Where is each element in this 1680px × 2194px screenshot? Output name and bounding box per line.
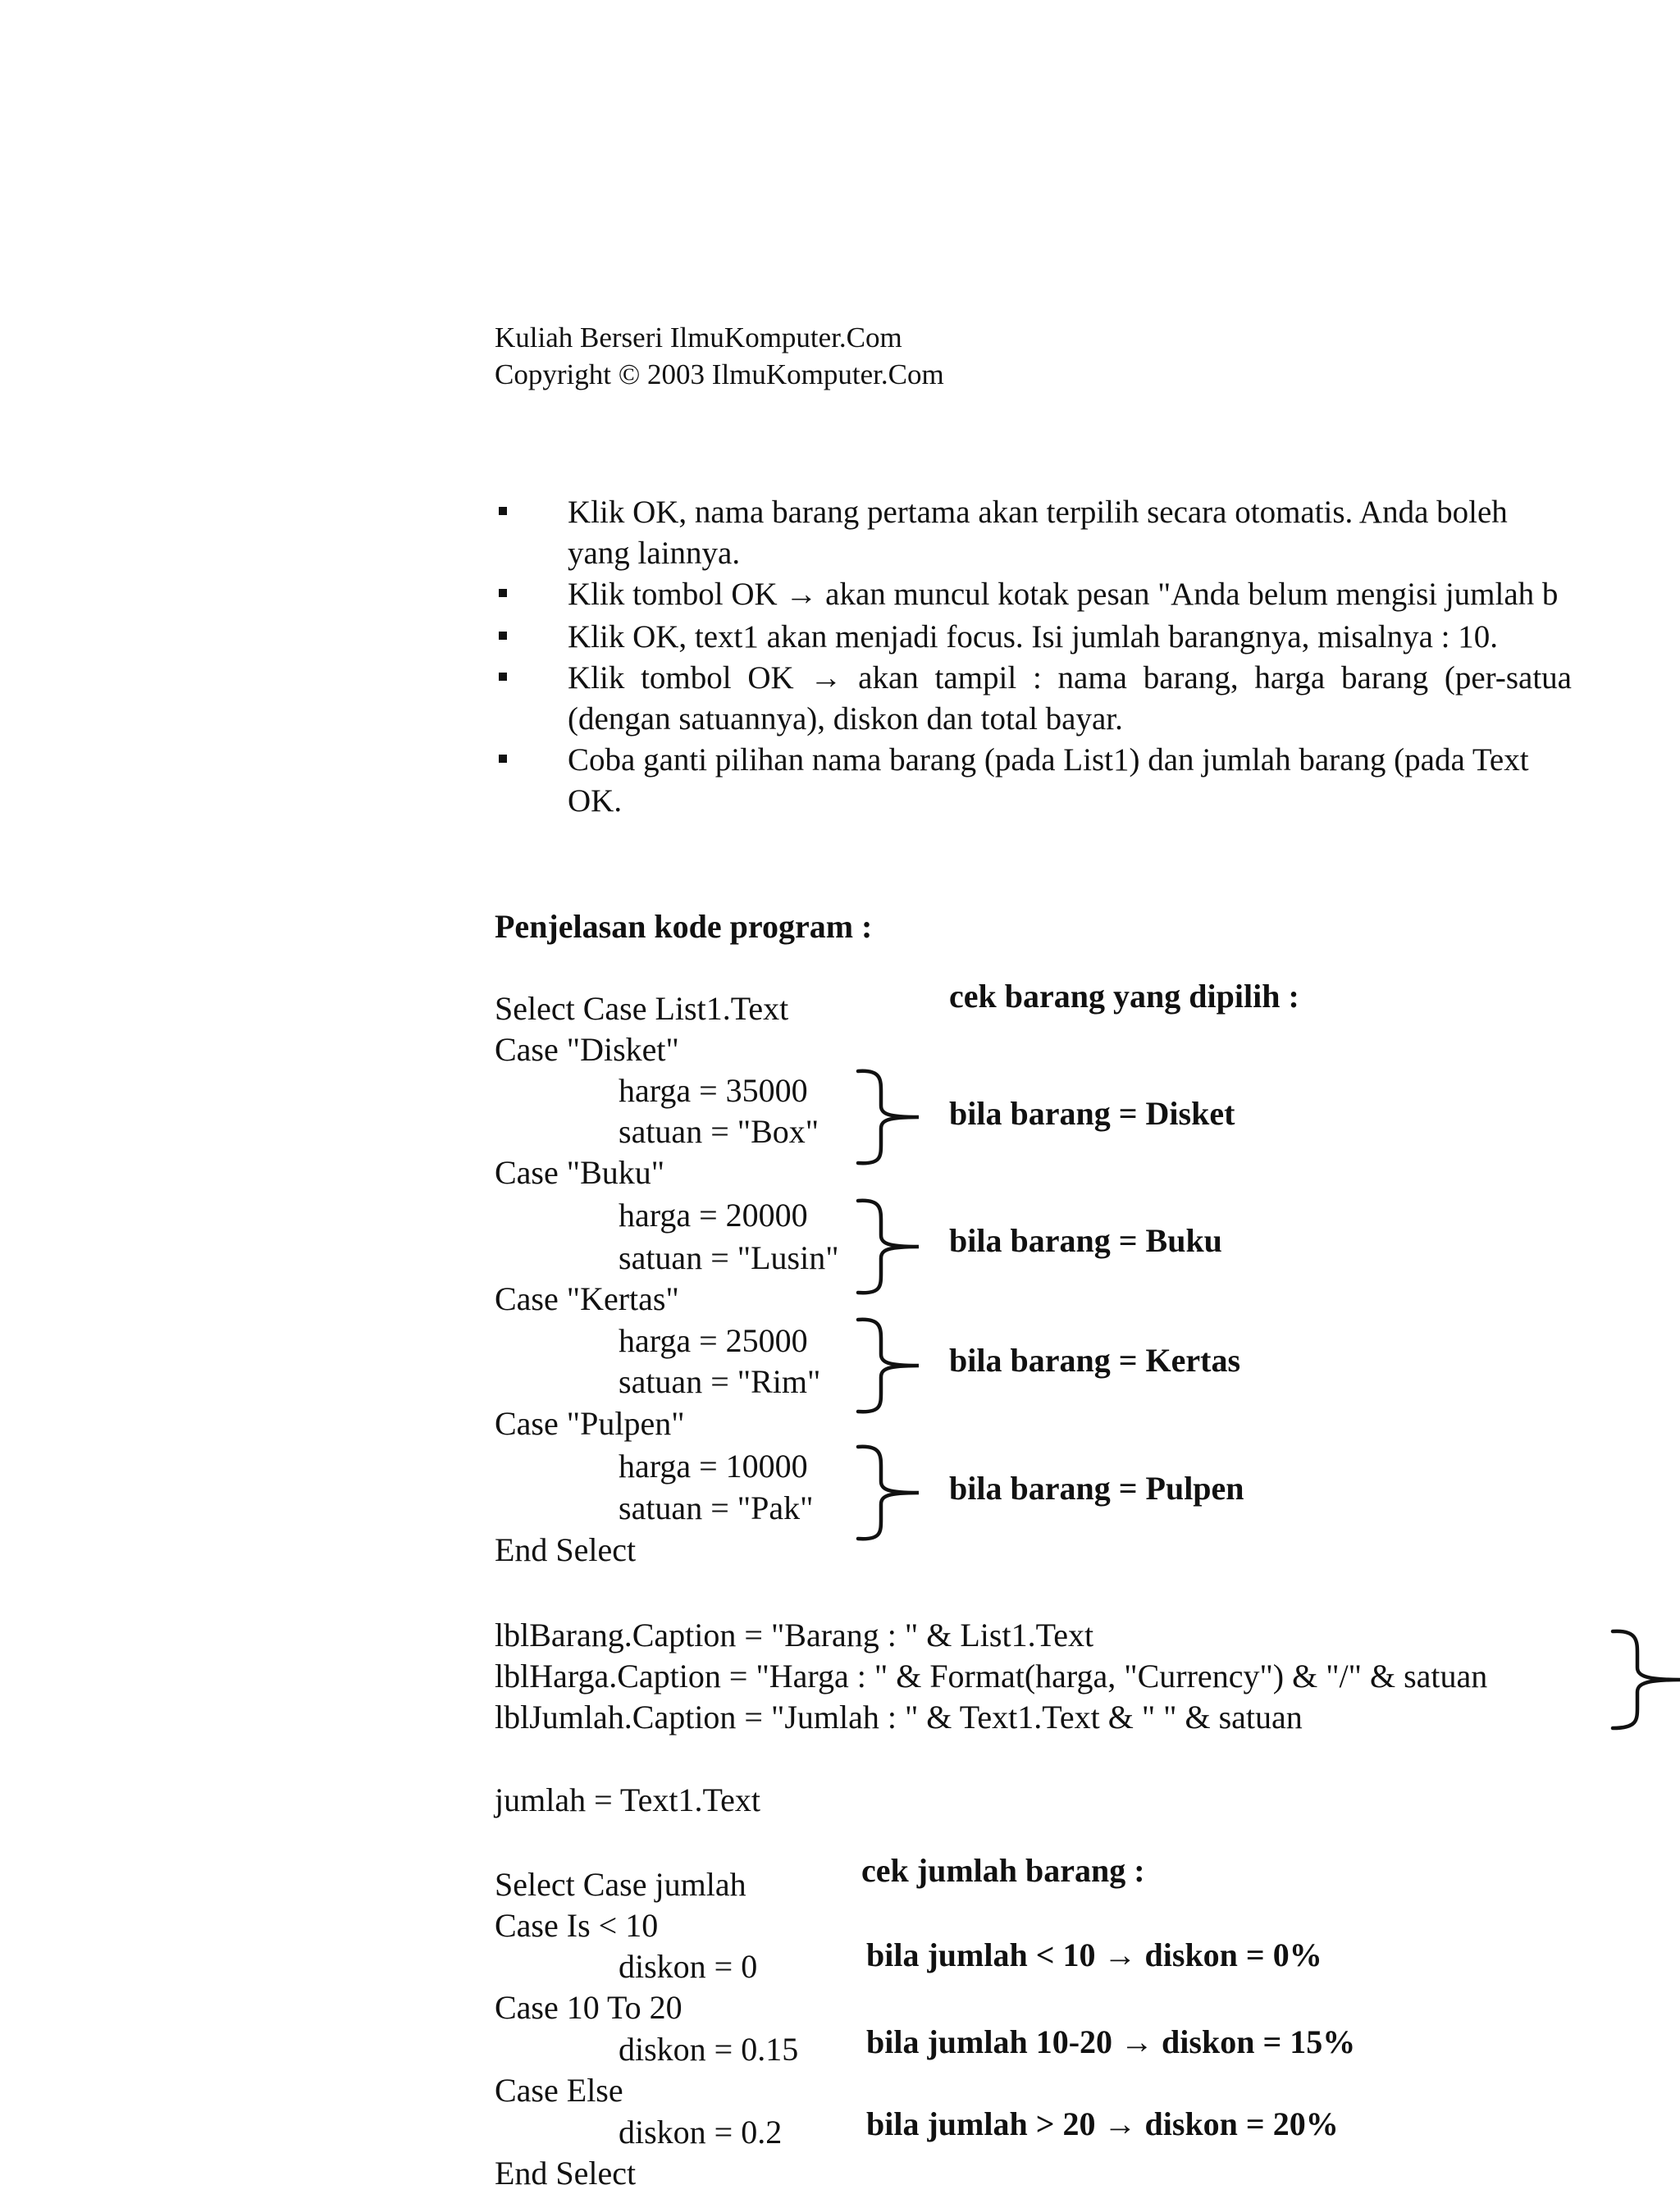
bullet-text: Klik tombol OK → akan tampil : nama barang, harga barang (per-satua — [568, 660, 1572, 696]
code-line: diskon = 0.15 — [619, 2031, 799, 2068]
code-line: Case "Disket" — [495, 1031, 679, 1068]
section-title: Penjelasan kode program : — [495, 908, 873, 945]
bullet-text: Klik tombol OK → akan muncul kotak pesan "Anda belum mengisi jumlah b — [568, 577, 1559, 612]
code-line: harga = 35000 — [619, 1072, 808, 1109]
document-header-copyright: Copyright © 2003 IlmuKomputer.Com — [495, 358, 944, 390]
code-line: satuan = "Lusin" — [619, 1239, 839, 1276]
code-line: diskon = 0.2 — [619, 2114, 783, 2151]
annotation-note: bila barang = Kertas — [949, 1342, 1241, 1379]
right-brace-icon — [1608, 1628, 1680, 1731]
code-line: lblJumlah.Caption = "Jumlah : " & Text1.Text & " " & satuan — [495, 1699, 1303, 1736]
code-line: Case "Kertas" — [495, 1280, 679, 1317]
bullet-text-continuation: yang lainnya. — [568, 536, 741, 571]
code-line: End Select — [495, 2155, 637, 2192]
code-line: Case Is < 10 — [495, 1907, 659, 1944]
code-line: lblBarang.Caption = "Barang : " & List1.Text — [495, 1617, 1094, 1653]
bullet-square-icon — [499, 632, 507, 640]
code-line: harga = 25000 — [619, 1322, 808, 1359]
annotation-note: bila jumlah > 20 → diskon = 20% — [866, 2105, 1339, 2142]
code-line: Case "Buku" — [495, 1154, 665, 1191]
code-line: lblHarga.Caption = "Harga : " & Format(harga, "Currency") & "/" & satuan — [495, 1658, 1488, 1695]
annotation-note: bila barang = Pulpen — [949, 1470, 1244, 1507]
right-brace-icon — [853, 1444, 919, 1542]
annotation-title: cek jumlah barang : — [861, 1852, 1145, 1889]
bullet-square-icon — [499, 589, 507, 597]
bullet-square-icon — [499, 673, 507, 681]
bullet-text-continuation: (dengan satuannya), diskon dan total bayar. — [568, 701, 1123, 737]
code-line-jumlah: jumlah = Text1.Text — [495, 1781, 760, 1818]
code-line: diskon = 0 — [619, 1948, 758, 1985]
code-line: Case 10 To 20 — [495, 1989, 682, 2026]
bullet-text: Klik OK, nama barang pertama akan terpilih secara otomatis. Anda boleh — [568, 495, 1508, 530]
bullet-text-continuation: OK. — [568, 783, 623, 819]
code-line: harga = 20000 — [619, 1197, 808, 1234]
annotation-note: bila jumlah < 10 → diskon = 0% — [866, 1936, 1322, 1973]
code-line: Select Case jumlah — [495, 1866, 746, 1903]
bullet-square-icon — [499, 507, 507, 515]
annotation-title: cek barang yang dipilih : — [949, 978, 1299, 1015]
annotation-note: bila jumlah 10-20 → diskon = 15% — [866, 2023, 1356, 2060]
code-line: Select Case List1.Text — [495, 990, 789, 1027]
code-line: satuan = "Pak" — [619, 1489, 814, 1526]
code-line: satuan = "Box" — [619, 1113, 819, 1150]
code-line: satuan = "Rim" — [619, 1363, 821, 1400]
right-brace-icon — [853, 1197, 919, 1296]
annotation-note: bila barang = Disket — [949, 1095, 1235, 1132]
document-header-title: Kuliah Berseri IlmuKomputer.Com — [495, 322, 902, 354]
bullet-text: Coba ganti pilihan nama barang (pada List1) dan jumlah barang (pada Text — [568, 742, 1529, 778]
bullet-text: Klik OK, text1 akan menjadi focus. Isi jumlah barangnya, misalnya : 10. — [568, 619, 1498, 655]
code-line: End Select — [495, 1531, 637, 1568]
code-line: Case "Pulpen" — [495, 1405, 685, 1442]
code-line: Case Else — [495, 2072, 623, 2109]
annotation-note: bila barang = Buku — [949, 1222, 1222, 1259]
right-brace-icon — [853, 1068, 919, 1166]
bullet-square-icon — [499, 755, 507, 763]
right-brace-icon — [853, 1316, 919, 1415]
code-line: harga = 10000 — [619, 1448, 808, 1485]
